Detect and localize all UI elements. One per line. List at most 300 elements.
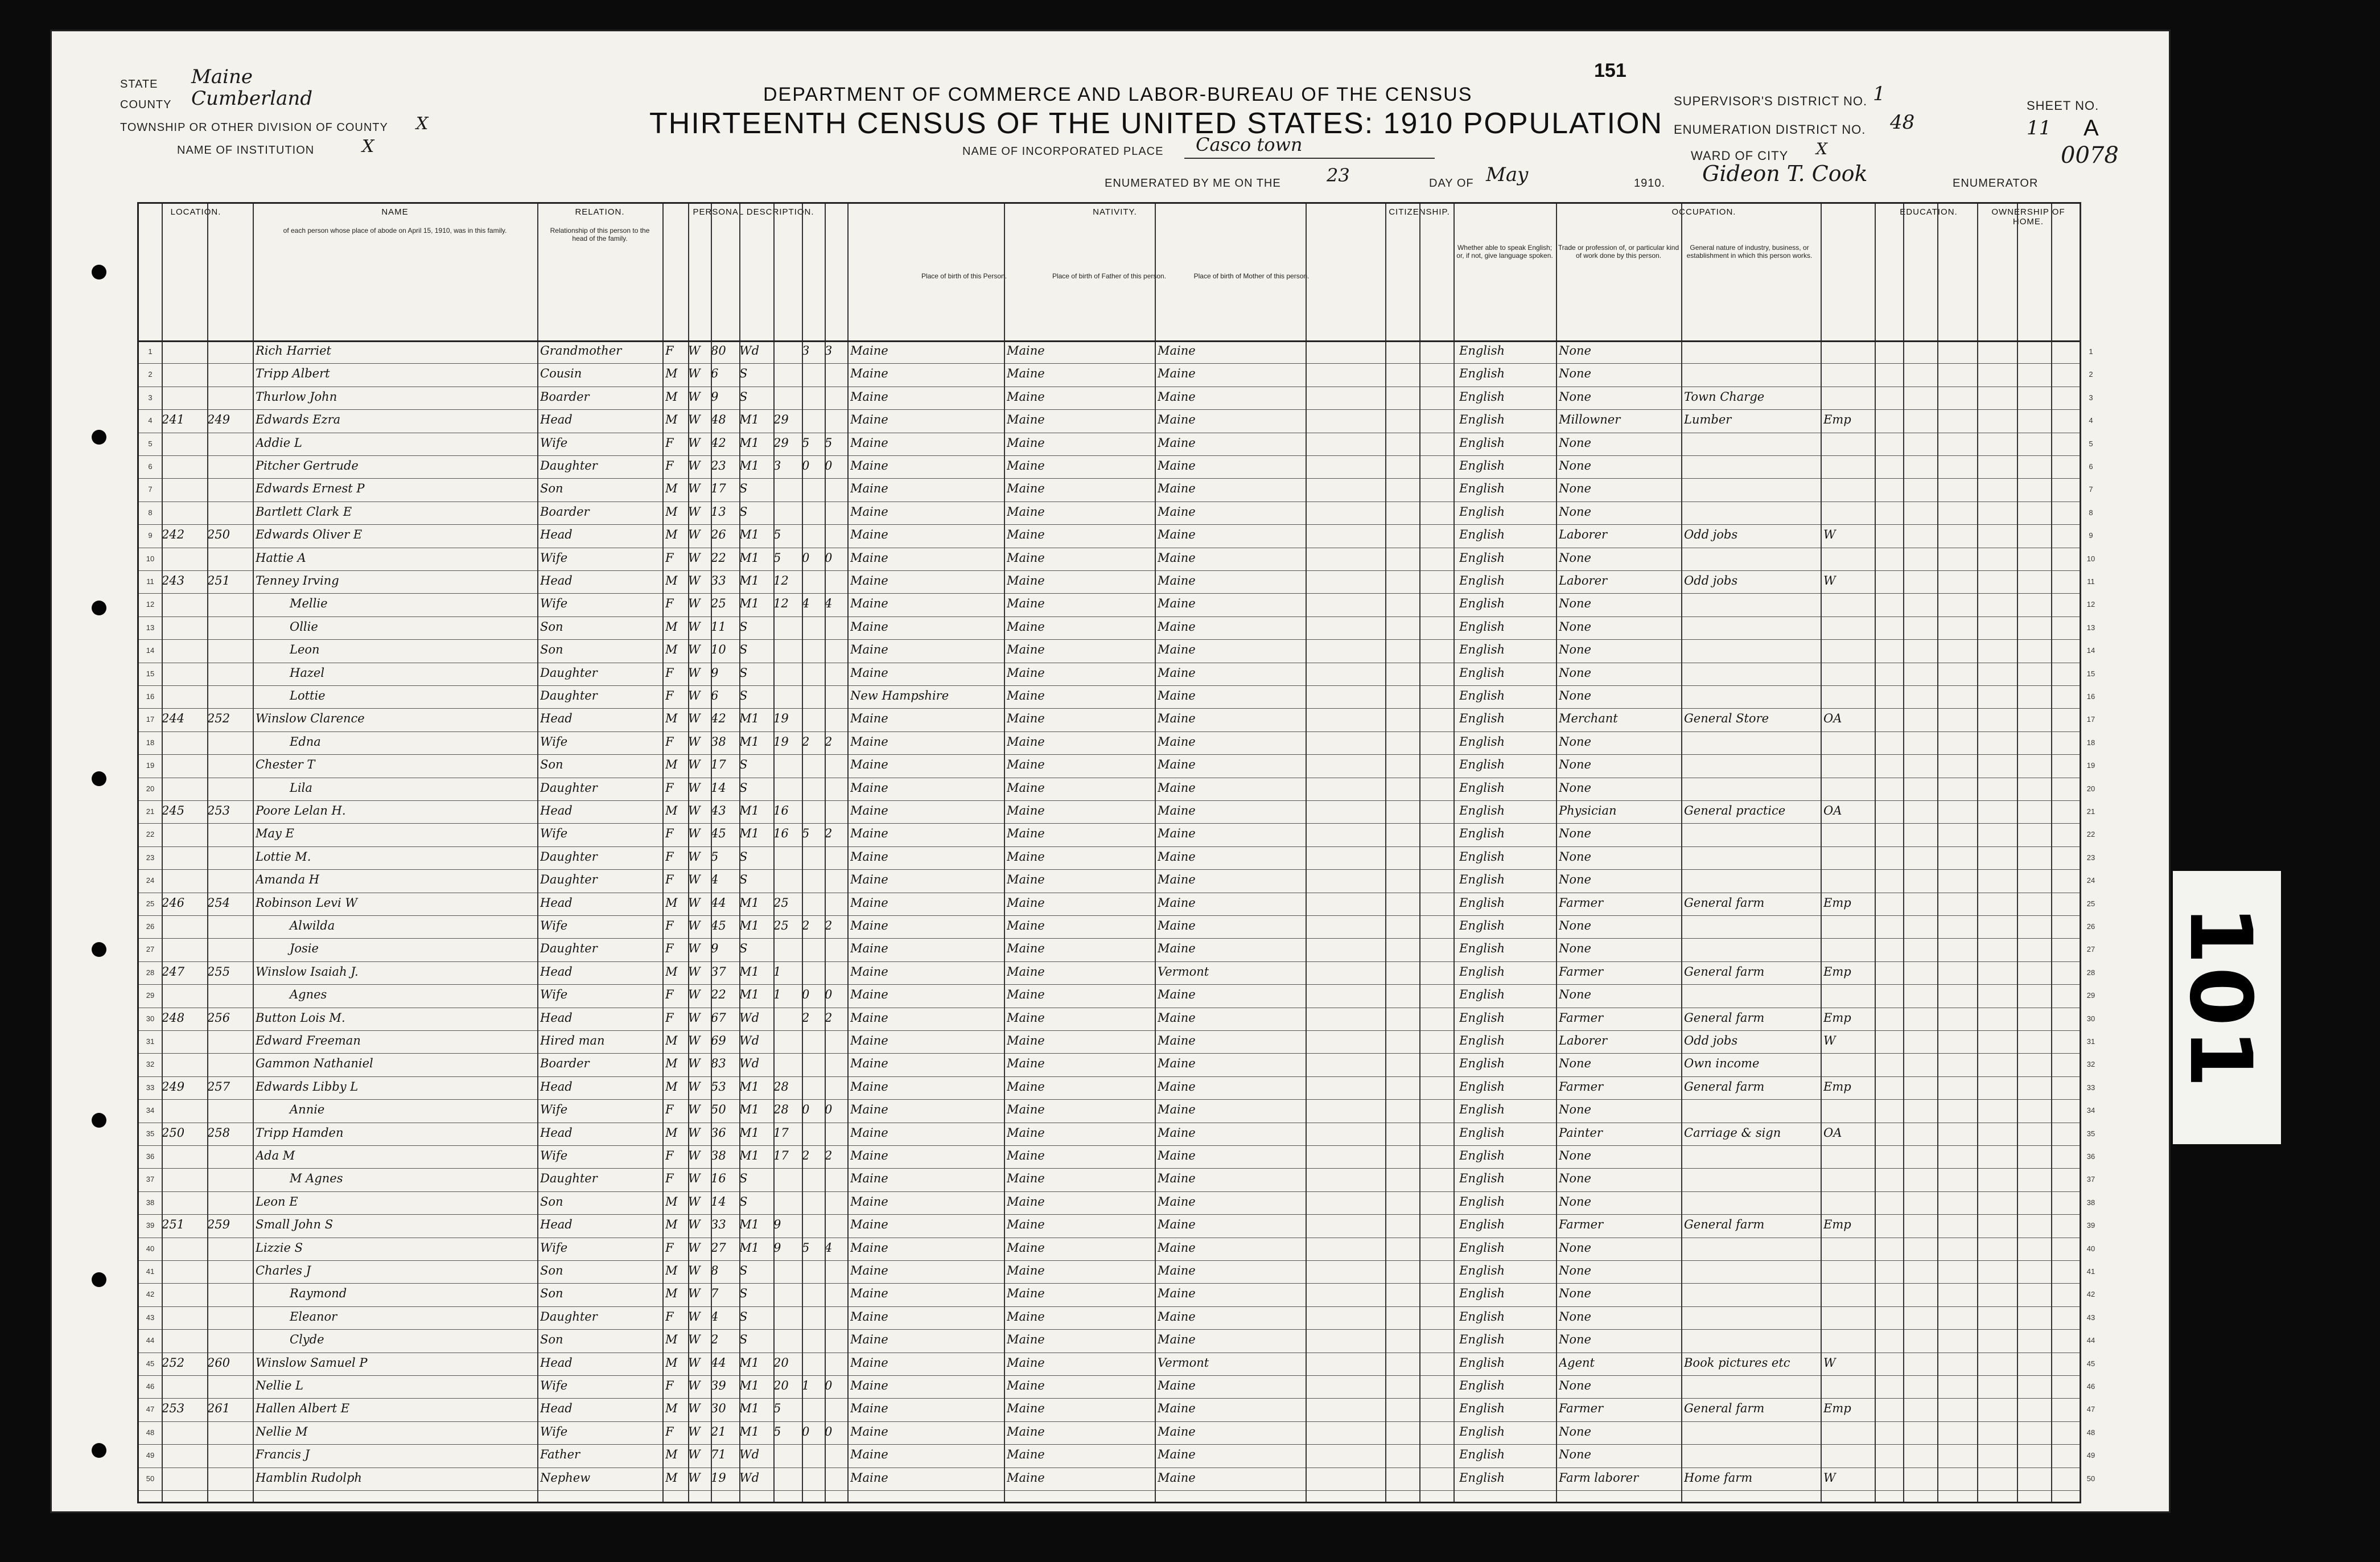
row-number-right: 39 bbox=[2086, 1221, 2095, 1230]
column-divider bbox=[162, 204, 163, 1502]
cell-bpf: Maine bbox=[1007, 804, 1045, 817]
row-number: 19 bbox=[146, 761, 155, 770]
cell-yrs: 28 bbox=[773, 1079, 789, 1094]
cell-emp: OA bbox=[1823, 1125, 1842, 1140]
state-label: STATE bbox=[120, 78, 158, 91]
cell-ind: General Store bbox=[1684, 712, 1769, 726]
cell-name: Hallen Albert E bbox=[256, 1401, 350, 1416]
cell-race: W bbox=[688, 344, 701, 357]
row-number: 27 bbox=[146, 945, 155, 954]
cell-bpf: Maine bbox=[1007, 1470, 1045, 1485]
cell-bp: Maine bbox=[850, 504, 888, 519]
cell-bp: Maine bbox=[850, 1149, 888, 1162]
cell-rel: Son bbox=[540, 1194, 563, 1209]
table-row bbox=[139, 708, 2095, 731]
cell-ch1: 3 bbox=[802, 344, 810, 357]
cell-ch1: 0 bbox=[802, 459, 810, 472]
cell-trade: Laborer bbox=[1559, 1034, 1608, 1047]
table-row bbox=[139, 663, 2095, 685]
cell-emp: OA bbox=[1823, 804, 1842, 817]
cell-sex: F bbox=[665, 1172, 674, 1186]
cell-sex: M bbox=[665, 643, 678, 657]
cell-emp: W bbox=[1823, 1355, 1836, 1370]
cell-bp: Maine bbox=[850, 389, 888, 404]
cell-name: Raymond bbox=[290, 1286, 347, 1301]
cell-trade: None bbox=[1559, 1149, 1591, 1162]
table-row bbox=[139, 1145, 2095, 1168]
cell-lang: English bbox=[1459, 1125, 1505, 1140]
cell-rel: Wife bbox=[540, 550, 568, 565]
cell-ms: M1 bbox=[739, 895, 759, 910]
row-number: 4 bbox=[148, 416, 153, 425]
cell-ms: M1 bbox=[739, 712, 759, 726]
cell-ms: S bbox=[739, 643, 748, 657]
cell-rel: Son bbox=[540, 482, 563, 496]
cell-sex: F bbox=[665, 435, 674, 450]
cell-lang: English bbox=[1459, 1333, 1505, 1347]
cell-bpm: Maine bbox=[1158, 665, 1196, 680]
cell-name: Robinson Levi W bbox=[256, 895, 357, 910]
cell-lang: English bbox=[1459, 804, 1505, 817]
cell-yrs: 12 bbox=[773, 574, 789, 587]
cell-rel: Daughter bbox=[540, 459, 598, 472]
table-row bbox=[139, 1076, 2095, 1099]
cell-trade: None bbox=[1559, 1264, 1591, 1277]
cell-race: W bbox=[688, 1379, 701, 1392]
cell-ch2: 2 bbox=[825, 919, 833, 932]
cell-trade: None bbox=[1559, 758, 1591, 772]
cell-bpm: Maine bbox=[1158, 1194, 1196, 1209]
cell-age: 17 bbox=[711, 758, 726, 772]
cell-lang: English bbox=[1459, 873, 1505, 887]
cell-race: W bbox=[688, 1057, 701, 1071]
cell-bpm: Maine bbox=[1158, 619, 1196, 634]
cell-trade: None bbox=[1559, 1103, 1591, 1117]
cell-bp: Maine bbox=[850, 964, 888, 979]
cell-ch1: 0 bbox=[802, 1103, 810, 1117]
cell-trade: Farm laborer bbox=[1559, 1470, 1639, 1485]
row-number-right: 2 bbox=[2089, 370, 2093, 379]
cell-fam: 251 bbox=[207, 574, 230, 587]
cell-bp: Maine bbox=[850, 1401, 888, 1416]
cell-sex: F bbox=[665, 849, 674, 864]
cell-age: 69 bbox=[711, 1034, 726, 1047]
cell-race: W bbox=[688, 1333, 701, 1347]
binder-hole bbox=[92, 265, 106, 279]
cell-ch1: 4 bbox=[802, 597, 810, 611]
row-number: 11 bbox=[146, 577, 154, 586]
cell-sex: F bbox=[665, 942, 674, 956]
cell-ch1: 2 bbox=[802, 734, 810, 749]
cell-bpm: Maine bbox=[1158, 758, 1196, 772]
cell-bpf: Maine bbox=[1007, 413, 1045, 427]
cell-bpm: Vermont bbox=[1158, 964, 1209, 979]
cell-ms: M1 bbox=[739, 827, 759, 841]
cell-ms: M1 bbox=[739, 1424, 759, 1438]
supervisor-label: SUPERVISOR'S DISTRICT NO. bbox=[1674, 94, 1868, 108]
cell-age: 37 bbox=[711, 964, 726, 979]
row-number-right: 6 bbox=[2089, 462, 2093, 471]
cell-lang: English bbox=[1459, 1355, 1505, 1370]
row-number: 16 bbox=[146, 692, 155, 701]
table-row bbox=[139, 1260, 2095, 1283]
cell-name: Agnes bbox=[290, 988, 327, 1002]
cell-rel: Son bbox=[540, 619, 563, 634]
row-number-right: 45 bbox=[2086, 1359, 2095, 1368]
cell-yrs: 1 bbox=[773, 964, 781, 979]
cell-sex: M bbox=[665, 1194, 678, 1209]
row-number-right: 27 bbox=[2086, 945, 2095, 954]
row-number: 8 bbox=[148, 508, 153, 517]
table-row bbox=[139, 846, 2095, 869]
cell-trade: None bbox=[1559, 1194, 1591, 1209]
column-divider bbox=[773, 204, 775, 1502]
cell-bpf: Maine bbox=[1007, 712, 1045, 726]
cell-bpm: Maine bbox=[1158, 1379, 1196, 1392]
cell-lang: English bbox=[1459, 712, 1505, 726]
row-number: 17 bbox=[146, 715, 155, 724]
row-number: 25 bbox=[146, 899, 155, 908]
cell-name: Tripp Hamden bbox=[256, 1125, 344, 1140]
cell-ms: S bbox=[739, 1194, 748, 1209]
cell-name: Edwards Ezra bbox=[256, 413, 341, 427]
cell-bpm: Maine bbox=[1158, 1034, 1196, 1047]
cell-yrs: 12 bbox=[773, 597, 789, 611]
cell-sex: M bbox=[665, 1470, 678, 1485]
cell-age: 80 bbox=[711, 344, 726, 357]
cell-lang: English bbox=[1459, 1286, 1505, 1301]
cell-yrs: 25 bbox=[773, 895, 789, 910]
cell-trade: Farmer bbox=[1559, 1401, 1604, 1416]
cell-bp: Maine bbox=[850, 1079, 888, 1094]
header-relation: Relationship of this person to the head of the family. bbox=[550, 227, 650, 242]
row-number-right: 33 bbox=[2086, 1083, 2095, 1092]
cell-dw: 244 bbox=[162, 712, 185, 726]
cell-lang: English bbox=[1459, 780, 1505, 795]
cell-trade: None bbox=[1559, 643, 1591, 657]
cell-bpf: Maine bbox=[1007, 619, 1045, 634]
cell-race: W bbox=[688, 804, 701, 817]
cell-bp: Maine bbox=[850, 942, 888, 956]
cell-bpf: Maine bbox=[1007, 1103, 1045, 1117]
cell-name: Ada M bbox=[256, 1149, 295, 1162]
cell-race: W bbox=[688, 1448, 701, 1462]
cell-ms: M1 bbox=[739, 1103, 759, 1117]
cell-ind: Own income bbox=[1684, 1057, 1760, 1071]
cell-lang: English bbox=[1459, 413, 1505, 427]
cell-bp: Maine bbox=[850, 849, 888, 864]
group-nativity: NATIVITY. bbox=[1093, 207, 1137, 217]
cell-rel: Wife bbox=[540, 597, 568, 611]
row-number: 49 bbox=[146, 1451, 155, 1460]
row-number: 47 bbox=[146, 1405, 155, 1414]
row-number: 32 bbox=[146, 1060, 155, 1069]
cell-dw: 243 bbox=[162, 574, 185, 587]
cell-emp: Emp bbox=[1823, 413, 1851, 427]
cell-ind: Odd jobs bbox=[1684, 574, 1738, 587]
cell-trade: None bbox=[1559, 873, 1591, 887]
cell-bpm: Maine bbox=[1158, 597, 1196, 611]
cell-yrs: 19 bbox=[773, 734, 789, 749]
cell-rel: Cousin bbox=[540, 367, 582, 381]
cell-ms: Wd bbox=[739, 344, 760, 357]
cell-age: 8 bbox=[711, 1264, 719, 1277]
cell-ind: General farm bbox=[1684, 1218, 1765, 1232]
cell-ms: M1 bbox=[739, 988, 759, 1002]
cell-bp: Maine bbox=[850, 574, 888, 587]
cell-sex: M bbox=[665, 619, 678, 634]
row-number: 38 bbox=[146, 1198, 155, 1207]
cell-name: Amanda H bbox=[256, 873, 320, 887]
cell-name: Pitcher Gertrude bbox=[256, 459, 359, 472]
cell-rel: Son bbox=[540, 1286, 563, 1301]
table-row bbox=[139, 984, 2095, 1007]
cell-bp: Maine bbox=[850, 1103, 888, 1117]
cell-rel: Daughter bbox=[540, 873, 598, 887]
cell-sex: M bbox=[665, 804, 678, 817]
table-row bbox=[139, 685, 2095, 708]
column-divider bbox=[802, 204, 803, 1502]
column-divider bbox=[1937, 204, 1938, 1502]
cell-lang: English bbox=[1459, 665, 1505, 680]
cell-lang: English bbox=[1459, 1309, 1505, 1323]
table-row bbox=[139, 938, 2095, 961]
table-row bbox=[139, 1306, 2095, 1329]
cell-age: 36 bbox=[711, 1125, 726, 1140]
cell-race: W bbox=[688, 643, 701, 657]
cell-yrs: 19 bbox=[773, 712, 789, 726]
cell-ms: Wd bbox=[739, 1470, 760, 1485]
cell-bpm: Maine bbox=[1158, 1103, 1196, 1117]
enumerator-name: Gideon T. Cook bbox=[1702, 161, 1868, 186]
cell-sex: M bbox=[665, 1333, 678, 1347]
cell-rel: Wife bbox=[540, 1379, 568, 1392]
enumerated-day: 23 bbox=[1327, 165, 1350, 186]
cell-name: Rich Harriet bbox=[256, 344, 331, 357]
group-location: LOCATION. bbox=[170, 207, 221, 217]
cell-ch2: 4 bbox=[825, 1240, 833, 1255]
cell-rel: Boarder bbox=[540, 389, 590, 404]
cell-age: 33 bbox=[711, 1218, 726, 1232]
cell-ch2: 0 bbox=[825, 459, 833, 472]
cell-bpf: Maine bbox=[1007, 780, 1045, 795]
cell-race: W bbox=[688, 1355, 701, 1370]
cell-bpf: Maine bbox=[1007, 827, 1045, 841]
cell-bpm: Maine bbox=[1158, 1010, 1196, 1025]
table-row bbox=[139, 1214, 2095, 1237]
row-number-right: 21 bbox=[2086, 807, 2095, 816]
cell-bpm: Maine bbox=[1158, 1333, 1196, 1347]
column-divider bbox=[1419, 204, 1420, 1502]
cell-lang: English bbox=[1459, 1079, 1505, 1094]
cell-ms: S bbox=[739, 619, 748, 634]
column-divider bbox=[207, 204, 208, 1502]
column-divider bbox=[2051, 204, 2052, 1502]
cell-bpf: Maine bbox=[1007, 1218, 1045, 1232]
cell-trade: Farmer bbox=[1559, 1010, 1604, 1025]
sheet-letter: A bbox=[2083, 116, 2099, 141]
cell-lang: English bbox=[1459, 619, 1505, 634]
cell-ms: S bbox=[739, 389, 748, 404]
table-row bbox=[139, 1168, 2095, 1191]
cell-name: Ollie bbox=[290, 619, 318, 634]
cell-bpm: Maine bbox=[1158, 849, 1196, 864]
cell-trade: None bbox=[1559, 734, 1591, 749]
cell-age: 9 bbox=[711, 942, 719, 956]
cell-lang: English bbox=[1459, 919, 1505, 932]
ward-label: WARD OF CITY bbox=[1691, 149, 1789, 163]
cell-dw: 242 bbox=[162, 528, 185, 542]
cell-name: Josie bbox=[290, 942, 319, 956]
cell-race: W bbox=[688, 574, 701, 587]
cell-name: May E bbox=[256, 827, 294, 841]
cell-race: W bbox=[688, 964, 701, 979]
cell-bp: Maine bbox=[850, 344, 888, 357]
row-number-right: 30 bbox=[2086, 1014, 2095, 1023]
cell-bpm: Maine bbox=[1158, 1424, 1196, 1438]
cell-sex: F bbox=[665, 344, 674, 357]
cell-ms: M1 bbox=[739, 1379, 759, 1392]
header-industry: General nature of industry, business, or establishment in which this person works. bbox=[1686, 244, 1813, 260]
cell-sex: F bbox=[665, 1424, 674, 1438]
cell-bpm: Maine bbox=[1158, 873, 1196, 887]
cell-lang: English bbox=[1459, 435, 1505, 450]
cell-bpm: Maine bbox=[1158, 389, 1196, 404]
cell-lang: English bbox=[1459, 574, 1505, 587]
cell-rel: Son bbox=[540, 1264, 563, 1277]
cell-race: W bbox=[688, 1125, 701, 1140]
cell-bpf: Maine bbox=[1007, 344, 1045, 357]
cell-bpf: Maine bbox=[1007, 1401, 1045, 1416]
cell-name: Leon E bbox=[256, 1194, 298, 1209]
cell-rel: Son bbox=[540, 1333, 563, 1347]
cell-lang: English bbox=[1459, 1034, 1505, 1047]
cell-ch1: 0 bbox=[802, 1424, 810, 1438]
cell-name: Lila bbox=[290, 780, 312, 795]
cell-lang: English bbox=[1459, 827, 1505, 841]
cell-bp: Maine bbox=[850, 459, 888, 472]
row-number-right: 20 bbox=[2086, 784, 2095, 793]
year-label: 1910. bbox=[1634, 177, 1666, 190]
cell-sex: F bbox=[665, 1240, 674, 1255]
cell-sex: F bbox=[665, 689, 674, 702]
cell-bpm: Maine bbox=[1158, 1286, 1196, 1301]
cell-name: Tripp Albert bbox=[256, 367, 330, 381]
cell-age: 50 bbox=[711, 1103, 726, 1117]
cell-rel: Head bbox=[540, 1355, 573, 1370]
table-row bbox=[139, 363, 2093, 386]
cell-sex: F bbox=[665, 1010, 674, 1025]
cell-bpm: Maine bbox=[1158, 344, 1196, 357]
cell-bpm: Maine bbox=[1158, 919, 1196, 932]
table-row bbox=[139, 1398, 2095, 1421]
cell-bp: Maine bbox=[850, 780, 888, 795]
row-number-right: 14 bbox=[2086, 646, 2095, 655]
row-number: 2 bbox=[148, 370, 153, 379]
cell-trade: Physician bbox=[1559, 804, 1617, 817]
cell-trade: None bbox=[1559, 459, 1591, 472]
cell-sex: M bbox=[665, 895, 678, 910]
group-occupation: OCCUPATION. bbox=[1671, 207, 1736, 217]
cell-bpf: Maine bbox=[1007, 1172, 1045, 1186]
cell-rel: Wife bbox=[540, 1149, 568, 1162]
cell-bpf: Maine bbox=[1007, 1240, 1045, 1255]
cell-ms: Wd bbox=[739, 1448, 760, 1462]
column-divider bbox=[1385, 204, 1386, 1502]
cell-trade: None bbox=[1559, 389, 1591, 404]
cell-trade: None bbox=[1559, 344, 1591, 357]
page-number: 151 bbox=[1594, 60, 1627, 81]
cell-rel: Head bbox=[540, 1401, 573, 1416]
enumeration-value: 48 bbox=[1890, 111, 1915, 134]
row-number-right: 38 bbox=[2086, 1198, 2095, 1207]
cell-ind: General farm bbox=[1684, 1010, 1765, 1025]
table-row bbox=[139, 1030, 2095, 1053]
row-number-right: 50 bbox=[2086, 1474, 2095, 1483]
cell-lang: English bbox=[1459, 504, 1505, 519]
cell-sex: F bbox=[665, 665, 674, 680]
cell-sex: M bbox=[665, 389, 678, 404]
cell-ch2: 2 bbox=[825, 1149, 833, 1162]
cell-ms: S bbox=[739, 482, 748, 496]
row-number: 18 bbox=[146, 738, 155, 747]
film-number-stamp bbox=[2173, 871, 2281, 1144]
cell-bp: Maine bbox=[850, 1379, 888, 1392]
cell-yrs: 29 bbox=[773, 435, 789, 450]
cell-trade: None bbox=[1559, 988, 1591, 1002]
cell-bpm: Maine bbox=[1158, 804, 1196, 817]
binder-hole bbox=[92, 430, 106, 445]
cell-rel: Head bbox=[540, 574, 573, 587]
table-row bbox=[139, 1444, 2095, 1467]
cell-rel: Boarder bbox=[540, 1057, 590, 1071]
row-divider bbox=[139, 1490, 2080, 1491]
cell-ind: Lumber bbox=[1684, 413, 1732, 427]
cell-ms: M1 bbox=[739, 574, 759, 587]
cell-ind: General practice bbox=[1684, 804, 1786, 817]
cell-race: W bbox=[688, 1034, 701, 1047]
column-divider bbox=[847, 204, 849, 1502]
cell-sex: F bbox=[665, 1379, 674, 1392]
column-divider bbox=[1875, 204, 1876, 1502]
cell-rel: Daughter bbox=[540, 1309, 598, 1323]
cell-age: 4 bbox=[711, 873, 719, 887]
incorporated-value: Casco town bbox=[1196, 134, 1303, 155]
cell-race: W bbox=[688, 1194, 701, 1209]
cell-rel: Head bbox=[540, 1079, 573, 1094]
row-number: 42 bbox=[146, 1290, 155, 1299]
row-number-right: 1 bbox=[2089, 347, 2093, 356]
cell-dw: 251 bbox=[162, 1218, 185, 1232]
cell-bp: Maine bbox=[850, 1309, 888, 1323]
cell-age: 44 bbox=[711, 895, 726, 910]
cell-yrs: 5 bbox=[773, 1401, 781, 1416]
cell-rel: Grandmother bbox=[540, 344, 622, 357]
cell-fam: 252 bbox=[207, 712, 230, 726]
row-number: 9 bbox=[148, 531, 153, 540]
cell-bpf: Maine bbox=[1007, 849, 1045, 864]
cell-yrs: 1 bbox=[773, 988, 781, 1002]
row-number: 5 bbox=[148, 439, 153, 448]
cell-name: Nellie M bbox=[256, 1424, 308, 1438]
column-divider bbox=[2017, 204, 2018, 1502]
cell-trade: None bbox=[1559, 780, 1591, 795]
cell-trade: None bbox=[1559, 665, 1591, 680]
cell-fam: 257 bbox=[207, 1079, 230, 1094]
cell-dw: 247 bbox=[162, 964, 185, 979]
cell-bp: Maine bbox=[850, 482, 888, 496]
cell-race: W bbox=[688, 1286, 701, 1301]
